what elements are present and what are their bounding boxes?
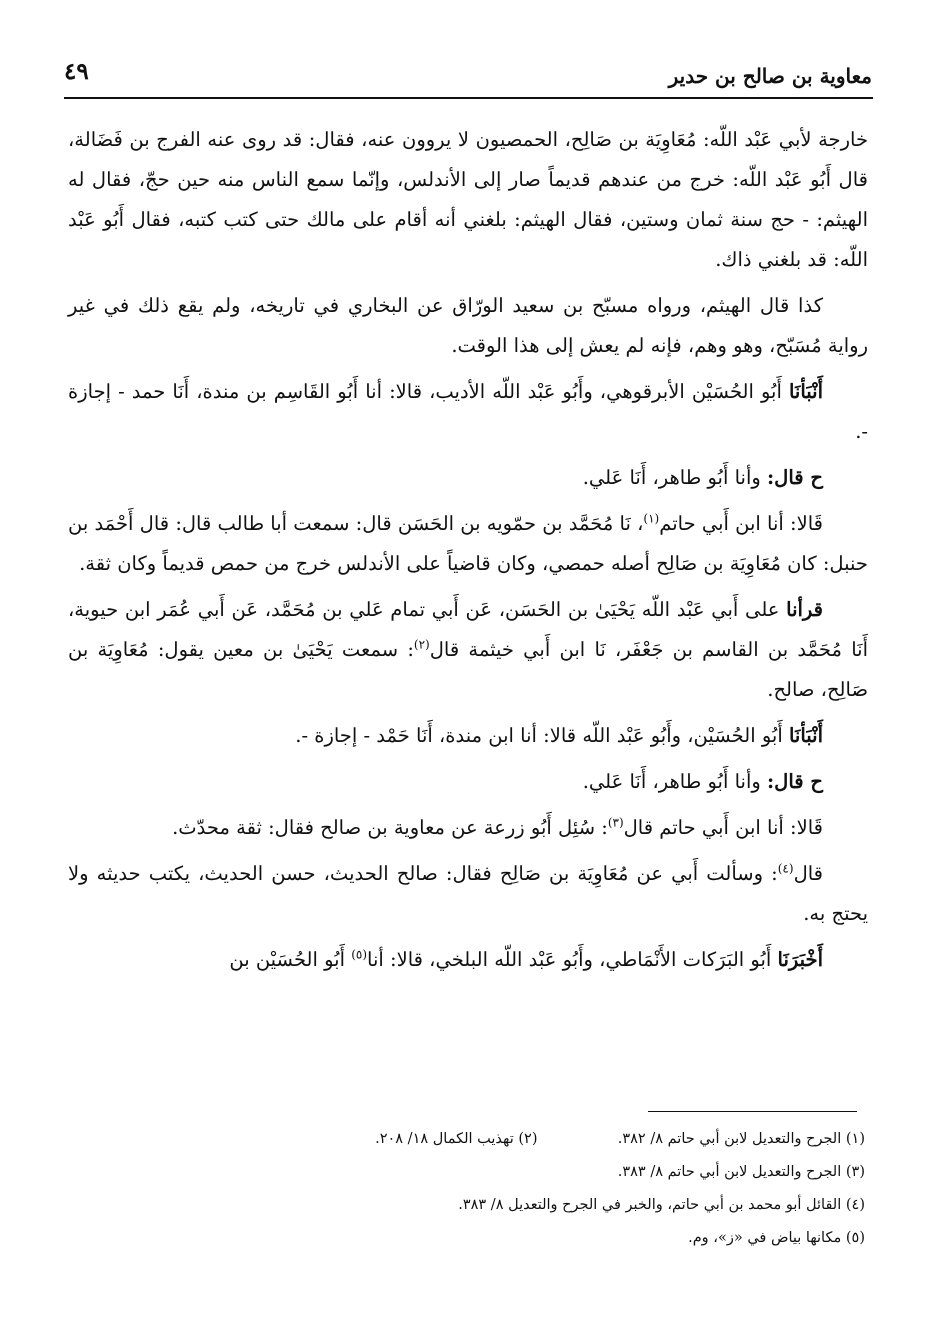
paragraph-3-text: أَبُو الحُسَيْن الأبرقوهي، وأَبُو عَبْد اللّه الأديب، قالا: أنا أَبُو القَاسِم بن مندة، أَنَا حمد - إجازة -. bbox=[68, 380, 868, 443]
paragraph-7 bbox=[68, 716, 868, 756]
paragraph-3-lead: أَنْبَأنَا bbox=[788, 380, 823, 403]
paragraph-6-text-b: : سمعت يَحْيَىٰ بن معين يقول: مُعَاوِيَة بن صَالِح، صالح. bbox=[68, 638, 868, 701]
paragraph-1-text: خارجة لأبي عَبْد اللّه: مُعَاوِيَة بن صَالِح، الحمصيون لا يروون عنه، فقال: قد روى عنه الفرج بن فَضَالة، قال أَبُو عَبْد اللّه: خرج من عندهم قديماً صار إلى الأندلس، وإنّما سمع الناس منه حين حجّ، فقال له الهيثم: - حج سنة ثمان وستين، فقال الهيثم: بلغني أنه أقام على مالك حتى كتب كتبه، فقال أَبُو عَبْد اللّه: قد بلغني ذاك. bbox=[68, 128, 868, 271]
main-text bbox=[68, 120, 868, 986]
paragraph-5-text-a: قَالا: أنا ابن أَبي حاتم bbox=[659, 512, 823, 535]
footnote-3: (٣) الجرح والتعديل لابن أبي حاتم ٨/ ٣٨٣. bbox=[617, 1164, 865, 1180]
page-header bbox=[60, 52, 872, 92]
paragraph-1 bbox=[68, 120, 868, 280]
paragraph-4-text: وأنا أَبُو طاهر، أَنَا عَلي. bbox=[582, 466, 767, 489]
paragraph-11 bbox=[68, 940, 868, 980]
footnote-rule bbox=[648, 1111, 857, 1112]
paragraph-5-text-b: ، نَا مُحَمَّد بن حمّويه بن الحَسَن قال: سمعت أبا طالب قال: قال أَحْمَد بن حنبل: كان مُعَاوِيَة بن صَالِح أصله حمصي، وكان قاضياً على الأندلس خرج من حمص قديماً وكان ثقة. bbox=[68, 512, 868, 575]
footnote-ref-2: (٢) bbox=[413, 637, 430, 652]
footnote-row-1 bbox=[210, 1124, 865, 1154]
footnote-1: (١) الجرح والتعديل لابن أبي حاتم ٨/ ٣٨٢. bbox=[617, 1131, 865, 1147]
paragraph-8-text: وأنا أَبُو طاهر، أَنَا عَلي. bbox=[582, 770, 767, 793]
paragraph-6 bbox=[68, 590, 868, 710]
footnote-5: (٥) مكانها بياض في «ز»، وم. bbox=[688, 1230, 865, 1246]
footnote-4: (٤) القائل أبو محمد بن أبي حاتم، والخبر في الجرح والتعديل ٨/ ٣٨٣. bbox=[458, 1197, 865, 1213]
paragraph-10 bbox=[68, 854, 868, 934]
footnote-row-4 bbox=[210, 1223, 865, 1253]
footnote-row-3 bbox=[210, 1190, 865, 1220]
paragraph-8 bbox=[68, 762, 868, 802]
paragraph-4-lead: ح قال: bbox=[766, 466, 823, 489]
paragraph-6-lead: قرأنا bbox=[786, 598, 823, 621]
footnote-2: (٢) تهذيب الكمال ١٨/ ٢٠٨. bbox=[375, 1131, 538, 1147]
footnote-row-2 bbox=[210, 1157, 865, 1187]
paragraph-9-text-a: قَالا: أنا ابن أَبي حاتم قال bbox=[623, 816, 823, 839]
paragraph-7-text: أَبُو الحُسَيْن، وأَبُو عَبْد اللّه قالا: أنا ابن مندة، أَنَا حَمْد - إجازة -. bbox=[295, 724, 789, 747]
paragraph-9 bbox=[68, 808, 868, 848]
footnote-ref-5: (٥) bbox=[351, 947, 368, 962]
page-number: ٤٩ bbox=[64, 58, 89, 85]
paragraph-9-text-b: : سُئِل أَبُو زرعة عن معاوية بن صالح فقال: ثقة محدّث. bbox=[172, 816, 608, 839]
paragraph-2-text: كذا قال الهيثم، ورواه مسبّح بن سعيد الورّاق عن البخاري في تاريخه، ولم يقع ذلك في غير رواية مُسَبّح، وهو وهم، فإنه لم يعش إلى هذا الوقت. bbox=[68, 294, 868, 357]
footnote-ref-3: (٣) bbox=[607, 815, 624, 830]
paragraph-11-text-b: أَبُو الحُسَيْن بن bbox=[229, 948, 352, 971]
paragraph-10-text-b: : وسألت أَبي عن مُعَاوِيَة بن صَالِح فقال: صالح الحديث، حسن الحديث، يكتب حديثه ولا يحتج به. bbox=[68, 862, 868, 925]
paragraph-10-text-a: قال bbox=[793, 862, 823, 885]
paragraph-8-lead: ح قال: bbox=[766, 770, 823, 793]
paragraph-5 bbox=[68, 504, 868, 584]
paragraph-4 bbox=[68, 458, 868, 498]
footnotes bbox=[210, 1124, 865, 1256]
header-rule bbox=[64, 97, 873, 99]
running-title: معاوية بن صالح بن حدير bbox=[668, 64, 872, 88]
footnote-ref-1: (١) bbox=[643, 511, 660, 526]
paragraph-3 bbox=[68, 372, 868, 452]
paragraph-7-lead: أَنْبَأنَا bbox=[788, 724, 823, 747]
paragraph-11-lead: أَخْبَرَنَا bbox=[777, 948, 823, 971]
paragraph-2 bbox=[68, 286, 868, 366]
paragraph-11-text-a: أَبُو البَرَكات الأَنْمَاطي، وأَبُو عَبْد اللّه البلخي، قالا: أنا bbox=[367, 948, 778, 971]
paragraph-6-text-a: على أَبي عَبْد اللّه يَحْيَىٰ بن الحَسَن، عَن أَبي تمام عَلي بن مُحَمَّد، عَن أَبي عُمَر ابن حيوية، أَنَا مُحَمَّد بن القاسم بن جَعْفَر، نَا ابن أَبي خيثمة قال bbox=[68, 598, 868, 661]
footnote-ref-4: (٤) bbox=[777, 861, 794, 876]
